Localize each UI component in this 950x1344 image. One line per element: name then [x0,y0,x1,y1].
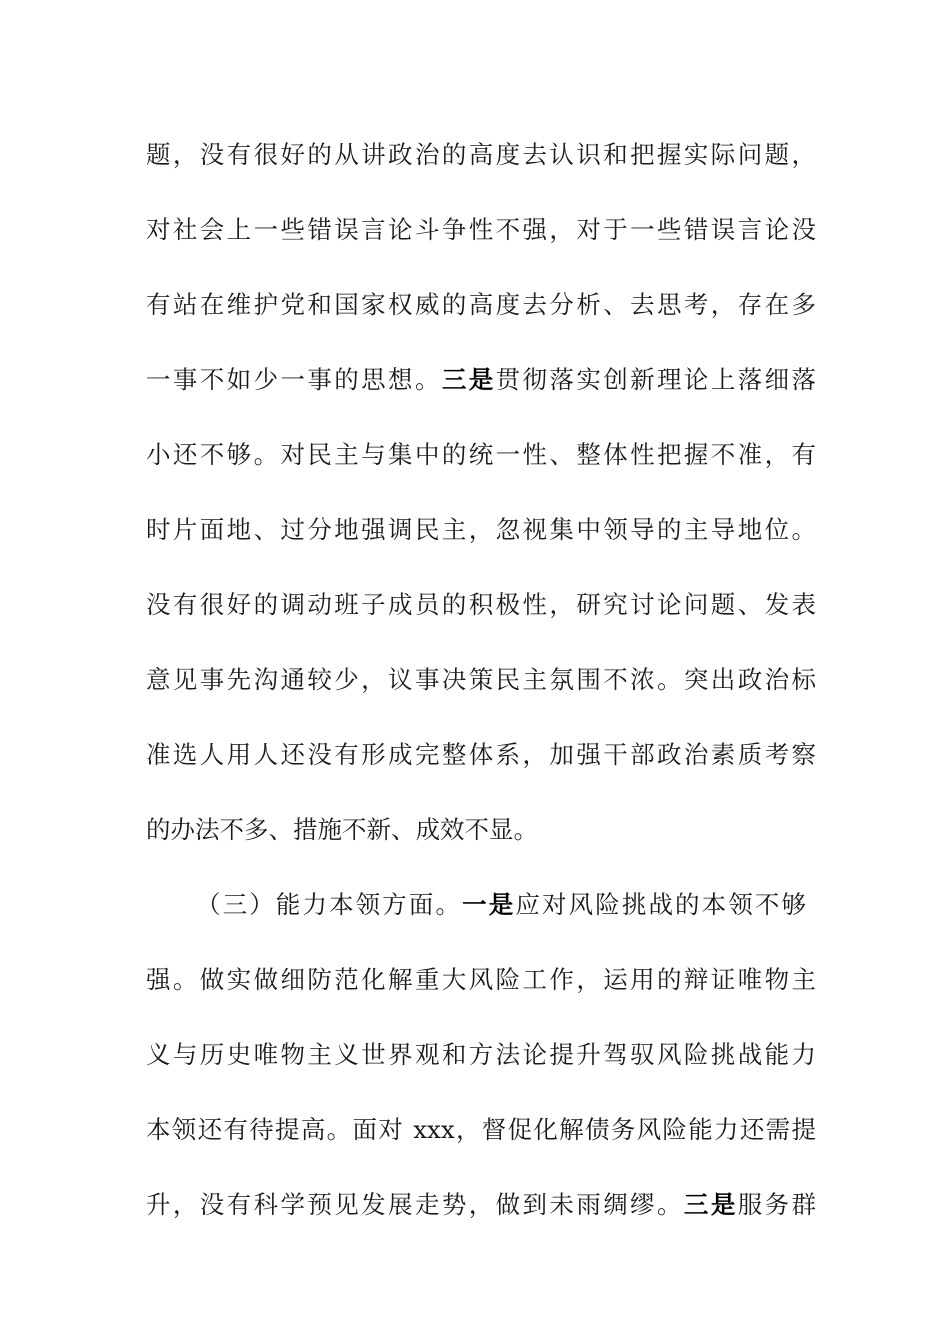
text-run: 服务群 [737,1190,816,1219]
bold-marker: 三是 [441,365,496,394]
text-run: 本领还有待提高。面对 xxx，督促化解债务风险能力还需提 [146,1115,816,1144]
section-heading-text: （三）能力本领方面。 [196,890,463,919]
text-run: 小还不够。对民主与集中的统一性、整体性把握不准，有 [146,440,816,469]
text-run: 升，没有科学预见发展走势，做到未雨绸缪。 [146,1190,684,1219]
text-run: 一事不如少一事的思想。 [146,365,442,394]
text-line [146,585,816,625]
text-run: 义与历史唯物主义世界观和方法论提升驾驭风险挑战能力 [146,1040,816,1069]
text-run: 题，没有很好的从讲政治的高度去认识和把握实际问题， [146,140,816,169]
text-line [146,210,816,250]
text-line [146,1035,816,1075]
text-line [146,510,816,550]
text-run: 强。做实做细防范化解重大风险工作，运用的辩证唯物主 [146,965,816,994]
text-line [146,960,816,1000]
text-run: 对社会上一些错误言论斗争性不强，对于一些错误言论没 [146,215,816,244]
text-line-paragraph-start [196,885,806,925]
bold-marker: 三是 [683,1190,738,1219]
text-run: 没有很好的调动班子成员的积极性，研究讨论问题、发表 [146,590,816,619]
text-line [146,660,816,700]
text-line-paragraph-end [146,810,816,850]
text-line [146,285,816,325]
text-line [146,1185,816,1225]
text-run: 意见事先沟通较少，议事决策民主氛围不浓。突出政治标 [146,665,816,694]
text-run: 应对风险挑战的本领不够 [515,890,806,919]
text-line [146,135,816,175]
text-run: 时片面地、过分地强调民主，忽视集中领导的主导地位。 [146,515,816,544]
text-run: 的办法不多、措施不新、成效不显。 [146,815,538,844]
text-run: 贯彻落实创新理论上落细落 [495,365,816,394]
text-line [146,360,816,400]
text-run: 准选人用人还没有形成完整体系，加强干部政治素质考察 [146,740,816,769]
text-line [146,735,816,775]
text-run: 有站在维护党和国家权威的高度去分析、去思考，存在多 [146,290,816,319]
bold-marker: 一是 [462,890,516,919]
text-line [146,435,816,475]
text-line [146,1110,816,1150]
